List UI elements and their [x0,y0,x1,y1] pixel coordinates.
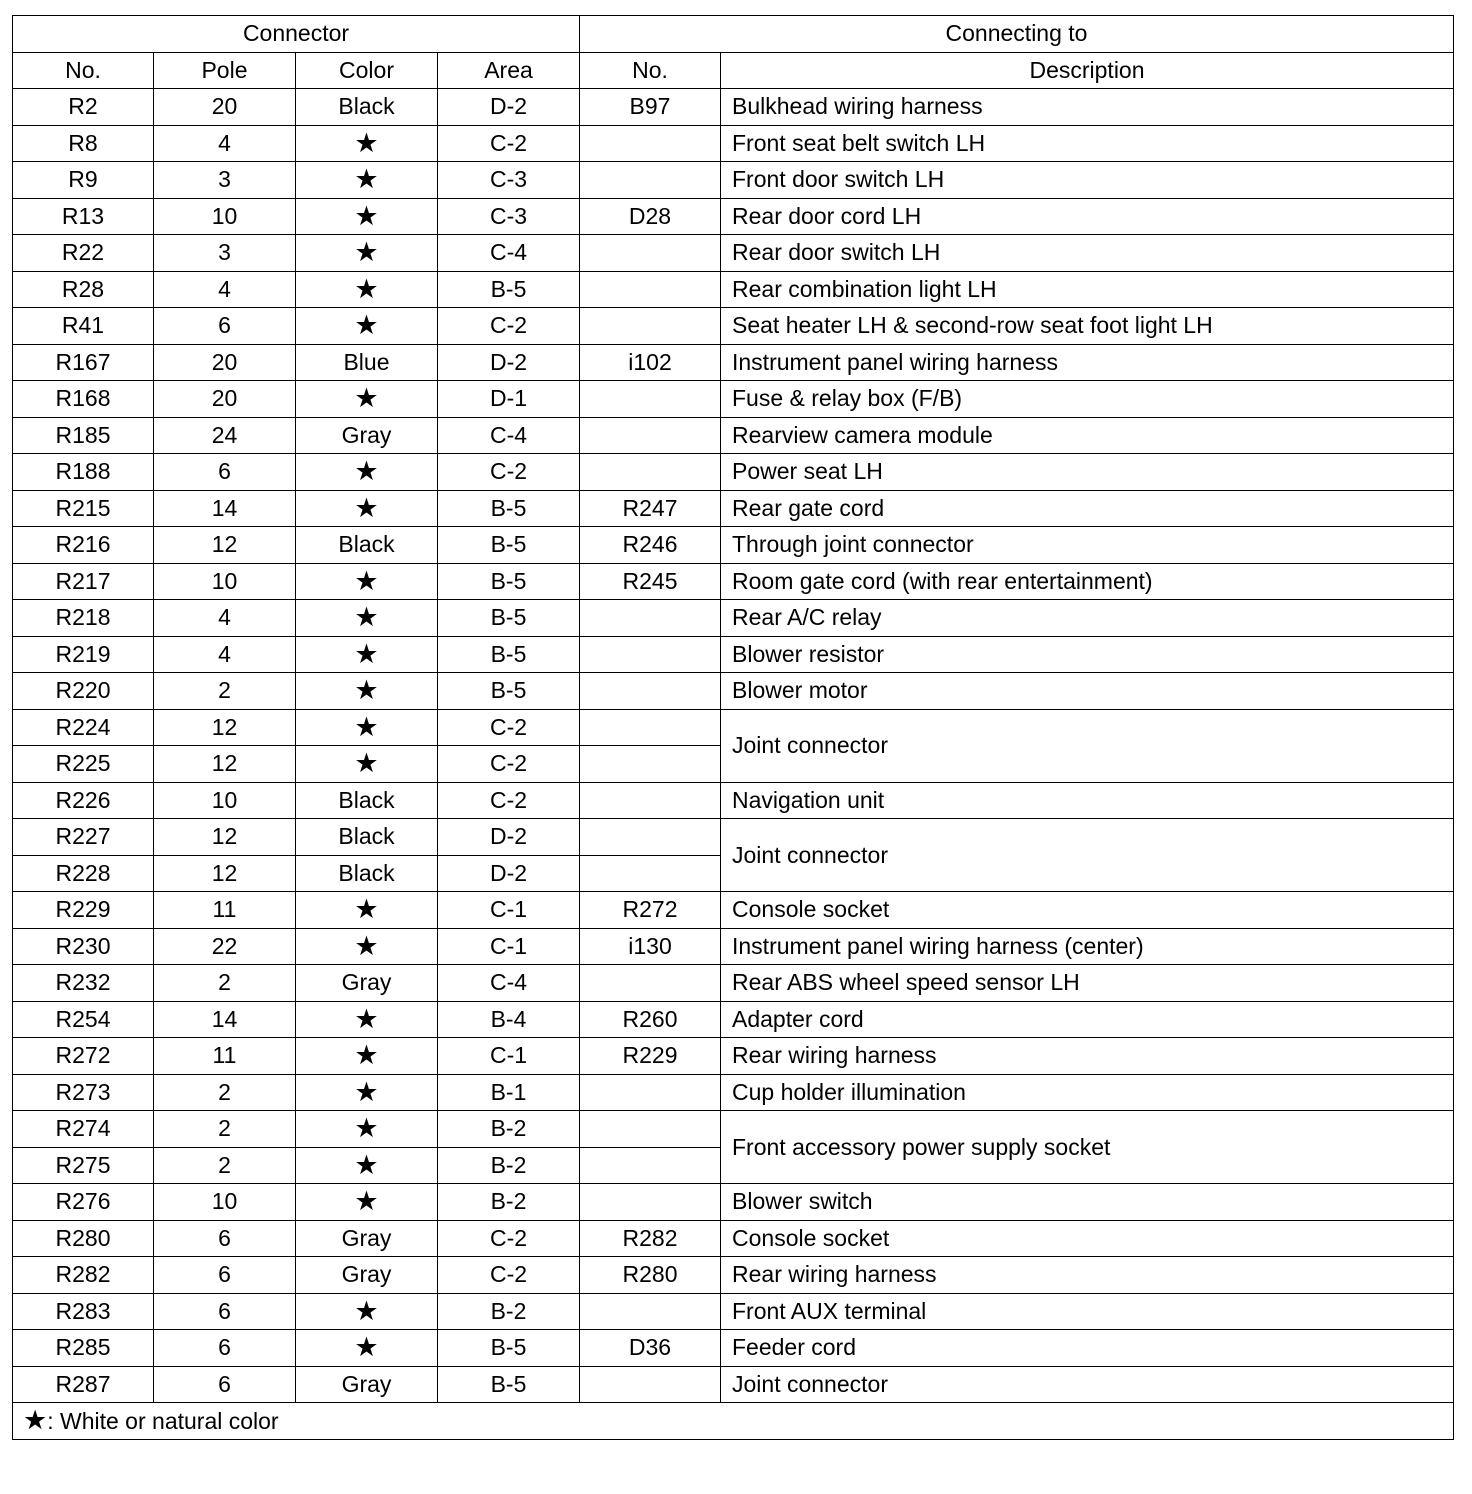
star-icon: ★ [296,1001,438,1038]
star-icon: ★ [296,892,438,929]
cell-area: C-3 [438,162,580,199]
star-icon: ★ [296,673,438,710]
cell-connecting-no [580,162,721,199]
cell-connecting-no [580,417,721,454]
cell-connector-no: R227 [13,819,154,856]
cell-connector-no: R230 [13,928,154,965]
table-row [13,235,1454,272]
table-row [13,1257,1454,1294]
cell-connector-no: R287 [13,1366,154,1403]
table-row [13,454,1454,491]
cell-description: Instrument panel wiring harness [721,344,1454,381]
star-icon: ★ [296,1330,438,1367]
table-row [13,1001,1454,1038]
cell-area: B-5 [438,1330,580,1367]
cell-pole: 6 [154,1330,296,1367]
cell-pole: 2 [154,1074,296,1111]
cell-connecting-no [580,308,721,345]
table-row [13,381,1454,418]
cell-description: Cup holder illumination [721,1074,1454,1111]
cell-pole: 2 [154,673,296,710]
cell-connector-no: R8 [13,125,154,162]
cell-area: B-5 [438,527,580,564]
cell-connector-no: R219 [13,636,154,673]
cell-color: Black [296,855,438,892]
cell-area: C-2 [438,1257,580,1294]
cell-description: Power seat LH [721,454,1454,491]
cell-area: C-1 [438,892,580,929]
cell-description: Front accessory power supply socket [721,1111,1454,1184]
table-row [13,198,1454,235]
cell-connector-no: R22 [13,235,154,272]
table-row [13,1330,1454,1367]
cell-description: Through joint connector [721,527,1454,564]
cell-pole: 4 [154,271,296,308]
star-icon: ★ [296,271,438,308]
cell-description: Rear ABS wheel speed sensor LH [721,965,1454,1002]
cell-description: Rearview camera module [721,417,1454,454]
cell-connecting-no [580,1074,721,1111]
cell-connecting-no [580,1366,721,1403]
cell-pole: 22 [154,928,296,965]
cell-description: Instrument panel wiring harness (center) [721,928,1454,965]
table-row [13,1074,1454,1111]
cell-description: Rear wiring harness [721,1038,1454,1075]
table-row [13,892,1454,929]
cell-area: B-2 [438,1184,580,1221]
cell-area: D-2 [438,344,580,381]
cell-connector-no: R274 [13,1111,154,1148]
cell-area: B-2 [438,1111,580,1148]
cell-connecting-no: D36 [580,1330,721,1367]
col-header-to-no: No. [580,52,721,89]
cell-area: C-2 [438,709,580,746]
connector-table [12,15,1454,1440]
cell-connector-no: R225 [13,746,154,783]
cell-area: D-2 [438,89,580,126]
cell-color: Black [296,527,438,564]
cell-description: Rear door switch LH [721,235,1454,272]
cell-description: Rear combination light LH [721,271,1454,308]
cell-color: Gray [296,417,438,454]
header-column-row [13,52,1454,89]
cell-color: Gray [296,1257,438,1294]
cell-connecting-no [580,271,721,308]
cell-connecting-no [580,855,721,892]
cell-pole: 4 [154,600,296,637]
cell-color: Black [296,819,438,856]
table-row [13,271,1454,308]
cell-pole: 2 [154,1147,296,1184]
col-header-no: No. [13,52,154,89]
cell-description: Seat heater LH & second-row seat foot light LH [721,308,1454,345]
cell-area: C-2 [438,746,580,783]
cell-pole: 4 [154,125,296,162]
cell-description: Navigation unit [721,782,1454,819]
cell-connector-no: R285 [13,1330,154,1367]
cell-area: B-5 [438,636,580,673]
cell-pole: 12 [154,709,296,746]
cell-connector-no: R280 [13,1220,154,1257]
cell-pole: 6 [154,308,296,345]
table-row [13,563,1454,600]
cell-connecting-no: R245 [580,563,721,600]
cell-pole: 6 [154,1257,296,1294]
cell-connector-no: R216 [13,527,154,564]
star-icon: ★ [296,1038,438,1075]
table-row [13,600,1454,637]
cell-connecting-no: R247 [580,490,721,527]
cell-connecting-no [580,235,721,272]
table-row [13,527,1454,564]
cell-connector-no: R226 [13,782,154,819]
cell-pole: 14 [154,1001,296,1038]
cell-pole: 10 [154,563,296,600]
cell-connecting-no [580,454,721,491]
table-row [13,344,1454,381]
cell-connecting-no [580,819,721,856]
table-row [13,89,1454,126]
cell-area: C-2 [438,1220,580,1257]
cell-pole: 2 [154,965,296,1002]
cell-connector-no: R168 [13,381,154,418]
cell-area: B-1 [438,1074,580,1111]
cell-pole: 20 [154,344,296,381]
cell-connecting-no [580,636,721,673]
cell-connecting-no: R280 [580,1257,721,1294]
star-icon: ★ [296,1293,438,1330]
star-icon: ★ [296,490,438,527]
table-body [13,89,1454,1403]
table-row [13,1184,1454,1221]
cell-connecting-no: R272 [580,892,721,929]
cell-color: Black [296,782,438,819]
cell-connector-no: R272 [13,1038,154,1075]
cell-connector-no: R41 [13,308,154,345]
col-header-description: Description [721,52,1454,89]
cell-connecting-no: i130 [580,928,721,965]
col-header-pole: Pole [154,52,296,89]
star-icon: ★ [296,125,438,162]
cell-connecting-no [580,1184,721,1221]
cell-connector-no: R218 [13,600,154,637]
cell-connector-no: R217 [13,563,154,600]
cell-pole: 6 [154,454,296,491]
table-row [13,709,1454,746]
cell-connector-no: R185 [13,417,154,454]
star-icon: ★ [296,1184,438,1221]
cell-description: Joint connector [721,1366,1454,1403]
star-icon: ★ [296,308,438,345]
cell-area: D-2 [438,855,580,892]
cell-connecting-no: R229 [580,1038,721,1075]
cell-area: C-2 [438,308,580,345]
cell-pole: 12 [154,855,296,892]
cell-area: C-4 [438,965,580,1002]
cell-pole: 6 [154,1366,296,1403]
cell-description: Front seat belt switch LH [721,125,1454,162]
cell-description: Blower resistor [721,636,1454,673]
cell-connecting-no: B97 [580,89,721,126]
col-header-color: Color [296,52,438,89]
cell-description: Blower switch [721,1184,1454,1221]
footnote-text: : White or natural color [47,1408,279,1435]
table-row [13,1366,1454,1403]
cell-pole: 6 [154,1293,296,1330]
cell-area: B-5 [438,600,580,637]
cell-description: Bulkhead wiring harness [721,89,1454,126]
cell-area: C-4 [438,417,580,454]
cell-connector-no: R276 [13,1184,154,1221]
table-row [13,636,1454,673]
cell-description: Rear A/C relay [721,600,1454,637]
cell-connector-no: R228 [13,855,154,892]
cell-pole: 11 [154,892,296,929]
cell-pole: 3 [154,235,296,272]
cell-pole: 11 [154,1038,296,1075]
cell-connector-no: R220 [13,673,154,710]
star-icon: ★ [296,636,438,673]
star-icon: ★ [296,454,438,491]
star-icon: ★ [296,709,438,746]
cell-area: C-1 [438,1038,580,1075]
cell-pole: 3 [154,162,296,199]
star-icon: ★ [296,1111,438,1148]
cell-pole: 12 [154,746,296,783]
cell-connector-no: R167 [13,344,154,381]
cell-description: Joint connector [721,709,1454,782]
cell-area: B-5 [438,1366,580,1403]
cell-connector-no: R28 [13,271,154,308]
cell-color: Gray [296,1366,438,1403]
cell-area: B-5 [438,271,580,308]
cell-description: Front AUX terminal [721,1293,1454,1330]
table-row [13,490,1454,527]
cell-connecting-no [580,1293,721,1330]
cell-pole: 10 [154,198,296,235]
star-icon: ★ [296,1147,438,1184]
cell-connector-no: R224 [13,709,154,746]
cell-connecting-no: R246 [580,527,721,564]
cell-connector-no: R188 [13,454,154,491]
star-icon: ★ [296,198,438,235]
cell-connector-no: R282 [13,1257,154,1294]
cell-area: C-2 [438,125,580,162]
cell-pole: 6 [154,1220,296,1257]
cell-pole: 12 [154,819,296,856]
table-row [13,125,1454,162]
table-row [13,1220,1454,1257]
table-row [13,1111,1454,1148]
star-icon: ★ [23,1405,48,1436]
cell-area: D-1 [438,381,580,418]
cell-description: Console socket [721,1220,1454,1257]
cell-description: Fuse & relay box (F/B) [721,381,1454,418]
star-icon: ★ [296,162,438,199]
header-connector: Connector [13,16,580,53]
cell-area: C-2 [438,454,580,491]
cell-connector-no: R13 [13,198,154,235]
cell-color: Gray [296,965,438,1002]
cell-connecting-no: D28 [580,198,721,235]
header-connecting-to: Connecting to [580,16,1454,53]
cell-pole: 12 [154,527,296,564]
cell-connecting-no [580,782,721,819]
star-icon: ★ [296,563,438,600]
cell-area: B-2 [438,1147,580,1184]
cell-connector-no: R283 [13,1293,154,1330]
cell-connector-no: R215 [13,490,154,527]
cell-connector-no: R2 [13,89,154,126]
table-row [13,782,1454,819]
cell-connecting-no [580,709,721,746]
cell-color: Gray [296,1220,438,1257]
cell-area: D-2 [438,819,580,856]
cell-pole: 20 [154,89,296,126]
cell-pole: 24 [154,417,296,454]
cell-area: C-4 [438,235,580,272]
table-row [13,1038,1454,1075]
table-row [13,308,1454,345]
cell-description: Rear wiring harness [721,1257,1454,1294]
cell-connecting-no [580,1147,721,1184]
cell-color: Black [296,89,438,126]
cell-connecting-no: i102 [580,344,721,381]
cell-area: C-1 [438,928,580,965]
cell-connecting-no [580,1111,721,1148]
table-row [13,928,1454,965]
cell-connecting-no [580,746,721,783]
table-row [13,819,1454,856]
cell-connector-no: R229 [13,892,154,929]
table-row [13,417,1454,454]
cell-connector-no: R273 [13,1074,154,1111]
cell-description: Blower motor [721,673,1454,710]
cell-area: B-2 [438,1293,580,1330]
cell-connector-no: R275 [13,1147,154,1184]
cell-connector-no: R9 [13,162,154,199]
cell-connector-no: R254 [13,1001,154,1038]
cell-connecting-no [580,600,721,637]
cell-area: C-2 [438,782,580,819]
cell-pole: 14 [154,490,296,527]
cell-description: Rear door cord LH [721,198,1454,235]
cell-description: Rear gate cord [721,490,1454,527]
cell-connecting-no [580,381,721,418]
star-icon: ★ [296,746,438,783]
cell-connector-no: R232 [13,965,154,1002]
col-header-area: Area [438,52,580,89]
cell-color: Blue [296,344,438,381]
cell-area: C-3 [438,198,580,235]
star-icon: ★ [296,1074,438,1111]
star-icon: ★ [296,928,438,965]
cell-pole: 4 [154,636,296,673]
cell-connecting-no [580,965,721,1002]
cell-pole: 20 [154,381,296,418]
cell-description: Front door switch LH [721,162,1454,199]
cell-area: B-5 [438,563,580,600]
cell-description: Console socket [721,892,1454,929]
cell-area: B-5 [438,673,580,710]
footnote-row [13,1403,1454,1440]
cell-description: Joint connector [721,819,1454,892]
star-icon: ★ [296,381,438,418]
cell-description: Adapter cord [721,1001,1454,1038]
cell-pole: 10 [154,782,296,819]
cell-area: B-5 [438,490,580,527]
footnote [13,1403,1454,1440]
cell-description: Room gate cord (with rear entertainment) [721,563,1454,600]
table-row [13,673,1454,710]
cell-pole: 2 [154,1111,296,1148]
cell-area: B-4 [438,1001,580,1038]
cell-pole: 10 [154,1184,296,1221]
cell-connecting-no: R282 [580,1220,721,1257]
cell-connecting-no [580,673,721,710]
table-row [13,162,1454,199]
cell-connecting-no [580,125,721,162]
table-row [13,965,1454,1002]
header-group-row [13,16,1454,53]
star-icon: ★ [296,600,438,637]
table-row [13,1293,1454,1330]
cell-description: Feeder cord [721,1330,1454,1367]
star-icon: ★ [296,235,438,272]
cell-connecting-no: R260 [580,1001,721,1038]
